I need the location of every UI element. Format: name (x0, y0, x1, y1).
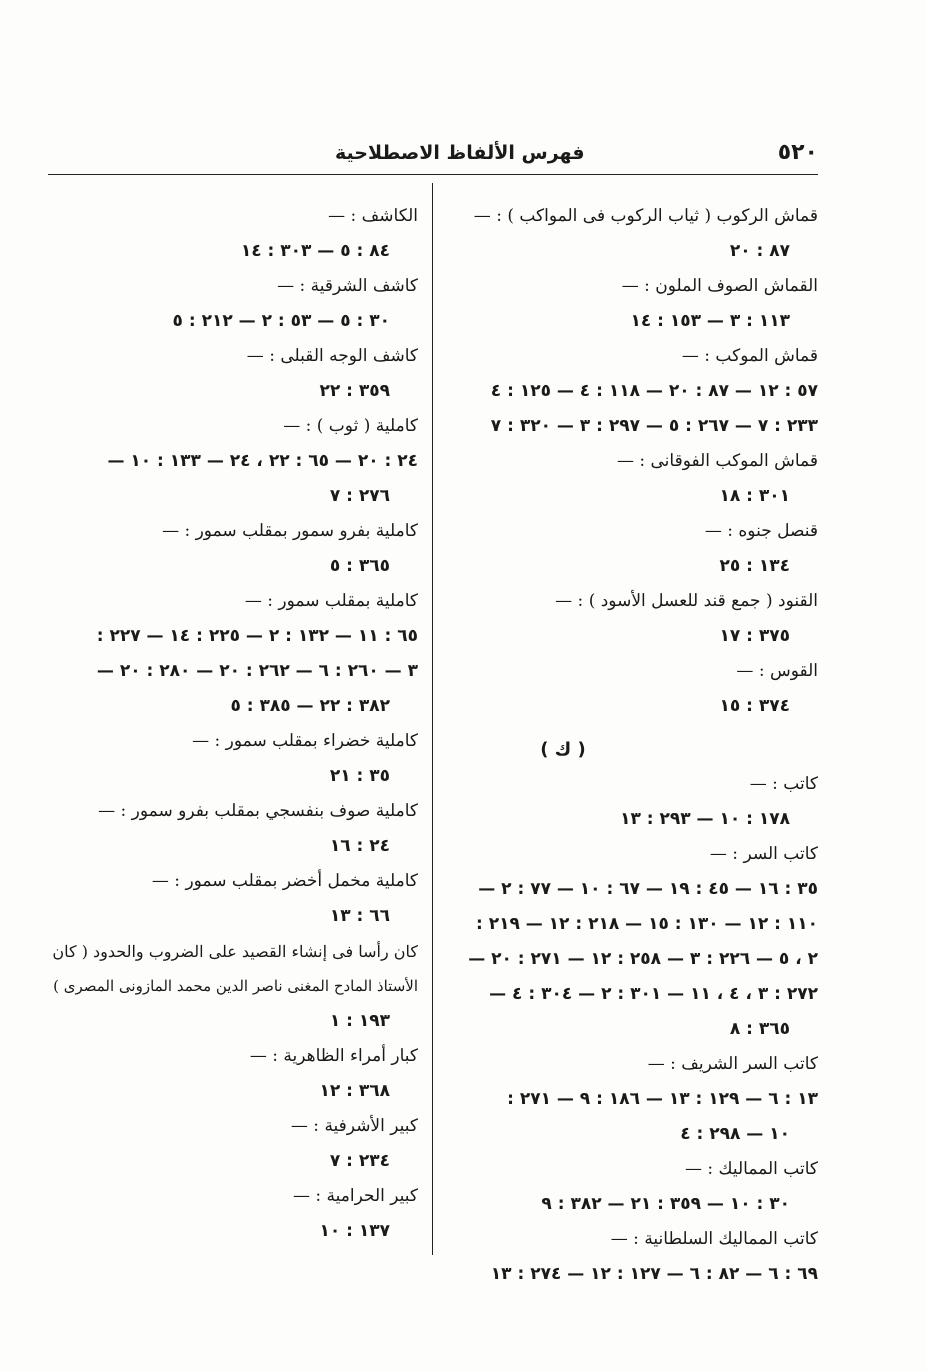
index-entry (48, 794, 418, 864)
entry-refs: ١٠ — ٢٩٨ : ٤ (680, 1124, 790, 1144)
entry-term: كاملية بمقلب سمور : — (244, 591, 418, 611)
entry-refs: ٣٠ : ١٠ — ٣٥٩ : ٢١ — ٣٨٢ : ٩ (541, 1194, 790, 1214)
entry-term: قنصل جنوه : — (704, 521, 818, 541)
index-entry (48, 1179, 418, 1249)
entry-refs: ٣٦٥ : ٨ (729, 1019, 790, 1039)
right-column (448, 199, 818, 1292)
entry-refs: ٢٤ : ٢٠ — ٦٥ : ٢٢ ، ٢٤ — ١٣٣ : ١٠ — (107, 451, 418, 471)
entry-term: كاملية مخمل أخضر بمقلب سمور : — (151, 871, 418, 891)
entry-refs: ١١٣ : ٣ — ١٥٣ : ١٤ (630, 311, 790, 331)
entry-refs: ٥٧ : ١٢ — ٨٧ : ٢٠ — ١١٨ : ٤ — ١٢٥ : ٤ (490, 381, 818, 401)
entry-term: قماش الموكب : — (681, 346, 818, 366)
index-entry (448, 1047, 818, 1152)
entry-refs: ١٣ : ٦ — ١٢٩ : ١٣ — ١٨٦ : ٩ — ٢٧١ : (507, 1089, 818, 1109)
index-entry (448, 767, 818, 837)
entry-term: كاملية ( ثوب ) : — (283, 416, 418, 436)
index-entry (48, 409, 418, 514)
entry-refs: ٣٦٨ : ١٢ (319, 1081, 390, 1101)
index-entry (448, 269, 818, 339)
index-entry (48, 514, 418, 584)
entry-refs: ١١٠ : ١٢ — ١٣٠ : ١٥ — ٢١٨ : ١٢ — ٢١٩ : (475, 914, 818, 934)
entry-refs: ٦٥ : ١١ — ١٣٢ : ٢ — ٢٢٥ : ١٤ — ٢٢٧ : (96, 626, 418, 646)
entry-refs: ٣٥ : ١٦ — ٤٥ : ١٩ — ٦٧ : ١٠ — ٧٧ : ٢ — (478, 879, 818, 899)
index-entry (48, 724, 418, 794)
entry-refs: ١٧٨ : ١٠ — ٢٩٣ : ١٣ (620, 809, 790, 829)
entry-term: كاتب المماليك السلطانية : — (610, 1229, 818, 1249)
entry-refs: ٣٥ : ٢١ (329, 766, 390, 786)
entry-term: القنود ( جمع قند للعسل الأسود ) : — (555, 591, 818, 611)
index-entry (448, 514, 818, 584)
entry-term: الكاشف : — (328, 206, 418, 226)
entry-refs: ٣٨٢ : ٢٢ — ٣٨٥ : ٥ (230, 696, 390, 716)
entry-term: كاتب المماليك : — (684, 1159, 818, 1179)
index-entry (48, 269, 418, 339)
left-column (48, 199, 418, 1249)
entry-refs: ١٩٣ : ١ (329, 1011, 390, 1031)
index-entry (448, 837, 818, 1047)
entry-term: كاتب السر : — (709, 844, 818, 864)
entry-refs: ٦٩ : ٦ — ٨٢ : ٦ — ١٢٧ : ١٢ — ٢٧٤ : ١٣ (490, 1264, 818, 1284)
entry-term: كبير الحرامية : — (292, 1186, 418, 1206)
entry-refs: ٢ ، ٥ — ٢٢٦ : ٣ — ٢٥٨ : ١٢ — ٢٧١ : ٢٠ — (468, 949, 818, 969)
index-entry (448, 584, 818, 654)
index-entry (448, 339, 818, 444)
entry-refs: ١٣٧ : ١٠ (319, 1221, 390, 1241)
entry-term: كاتب : — (749, 774, 818, 794)
entry-refs: ٣ — ٢٦٠ : ٦ — ٢٦٢ : ٢٠ — ٢٨٠ : ٢٠ — (96, 661, 418, 681)
index-entry (448, 1222, 818, 1292)
entry-refs: ٢٣٣ : ٧ — ٢٦٧ : ٥ — ٢٩٧ : ٣ — ٣٢٠ : ٧ (490, 416, 818, 436)
entry-refs: ٣٠ : ٥ — ٥٣ : ٢ — ٢١٢ : ٥ (172, 311, 390, 331)
index-entry (48, 1039, 418, 1109)
index-entry (48, 934, 418, 1039)
index-entry (48, 339, 418, 409)
entry-refs: ١٣٤ : ٢٥ (719, 556, 790, 576)
entry-term: كبير الأشرفية : — (290, 1116, 418, 1136)
entry-refs: ٣٥٩ : ٢٢ (319, 381, 390, 401)
entry-refs: ٣٧٤ : ١٥ (719, 696, 790, 716)
entry-term: قماش الركوب ( ثياب الركوب فى المواكب ) : — (473, 206, 818, 226)
entry-term: كاملية صوف بنفسجي بمقلب بفرو سمور : — (98, 801, 418, 821)
index-entry (448, 654, 818, 724)
header-rule (48, 174, 818, 175)
entry-term: كاتب السر الشريف : — (647, 1054, 818, 1074)
page-number: ٥٢٠ (777, 140, 818, 165)
index-entry (448, 199, 818, 269)
entry-term-continued: الأستاذ المادح المغنى ناصر الدين محمد المازونى المصرى ) (53, 977, 418, 995)
entry-refs: ٢٤ : ١٦ (329, 836, 390, 856)
entry-term: كاشف الشرقية : — (277, 276, 418, 296)
entry-term: كاملية خضراء بمقلب سمور : — (192, 731, 418, 751)
entry-term: كان رأسا فى إنشاء القصيد على الضروب والحدود ( كان (52, 942, 418, 961)
entry-refs: ٣٦٥ : ٥ (329, 556, 390, 576)
entry-refs: ٦٦ : ١٣ (329, 906, 390, 926)
index-entry (48, 199, 418, 269)
entry-refs: ٨٧ : ٢٠ (729, 241, 790, 261)
column-divider (432, 183, 433, 1255)
entry-term: كاملية بفرو سمور بمقلب سمور : — (162, 521, 418, 541)
entry-term: قماش الموكب الفوقانى : — (616, 451, 818, 471)
entry-refs: ٢٧٦ : ٧ (329, 486, 390, 506)
entry-refs: ٢٧٢ : ٣ ، ٤ ، ١١ — ٣٠١ : ٢ — ٣٠٤ : ٤ — (489, 984, 818, 1004)
section-letter-heading: ( ك ) (540, 739, 586, 760)
entry-refs: ٢٣٤ : ٧ (329, 1151, 390, 1171)
page-title: فهرس الألفاظ الاصطلاحية (335, 142, 585, 164)
entry-refs: ٣٧٥ : ١٧ (719, 626, 790, 646)
entry-term: كاشف الوجه القبلى : — (246, 346, 418, 366)
entry-term: القوس : — (736, 661, 818, 681)
entry-refs: ٨٤ : ٥ — ٣٠٣ : ١٤ (240, 241, 390, 261)
index-entry (448, 444, 818, 514)
index-entry (448, 1152, 818, 1222)
index-entry (48, 584, 418, 724)
index-entry (48, 864, 418, 934)
entry-term: كبار أمراء الظاهرية : — (249, 1046, 418, 1066)
index-entry (48, 1109, 418, 1179)
entry-refs: ٣٠١ : ١٨ (719, 486, 790, 506)
entry-term: القماش الصوف الملون : — (621, 276, 818, 296)
